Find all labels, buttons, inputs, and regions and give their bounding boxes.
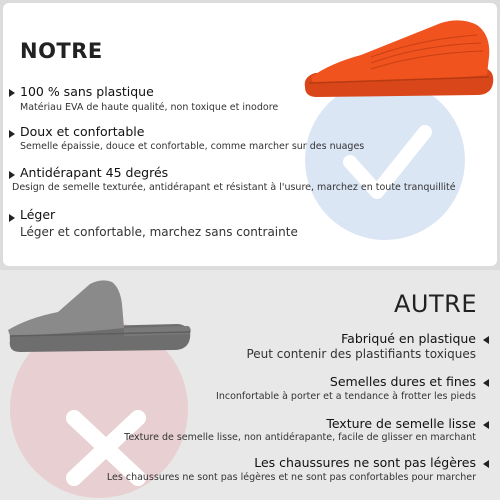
autre-item-desc: Texture de semelle lisse, non antidérapante, facile de glisser en marchant xyxy=(124,432,476,443)
check-circle xyxy=(305,80,465,240)
notre-heading: NOTRE xyxy=(20,39,103,63)
arrow-right-icon xyxy=(9,130,15,138)
arrow-left-icon xyxy=(483,379,489,387)
arrow-left-icon xyxy=(483,336,489,344)
orange-slipper-image xyxy=(301,17,496,99)
autre-item-desc: Les chaussures ne sont pas légères et ne sont pas confortables pour marcher xyxy=(106,472,476,483)
notre-panel xyxy=(3,3,497,266)
check-mark-icon xyxy=(305,80,465,240)
autre-item-title: Fabriqué en plastique xyxy=(341,331,476,346)
autre-item-title: Semelles dures et fines xyxy=(329,374,476,389)
autre-item-title: Les chaussures ne sont pas légères xyxy=(254,455,476,470)
notre-item-title: Léger xyxy=(20,207,56,222)
autre-item-title: Texture de semelle lisse xyxy=(326,416,476,431)
notre-item-desc: Semelle épaissie, douce et confortable, comme marcher sur des nuages xyxy=(20,141,365,152)
arrow-right-icon xyxy=(9,214,15,222)
autre-panel xyxy=(0,270,500,500)
arrow-right-icon xyxy=(9,171,15,179)
notre-item-title: Antidérapant 45 degrés xyxy=(20,165,169,180)
autre-item-desc: Peut contenir des plastifiants toxiques xyxy=(246,347,476,361)
gray-slipper-image xyxy=(6,278,192,356)
autre-heading: AUTRE xyxy=(394,290,477,318)
notre-item-title: 100 % sans plastique xyxy=(20,84,154,99)
notre-item-desc: Matériau EVA de haute qualité, non toxique et inodore xyxy=(20,102,279,113)
notre-item-title: Doux et confortable xyxy=(20,124,145,139)
arrow-right-icon xyxy=(9,89,15,97)
arrow-left-icon xyxy=(483,460,489,468)
autre-item-desc: Inconfortable à porter et a tendance à frotter les pieds xyxy=(216,391,476,402)
notre-item-desc: Design de semelle texturée, antidérapant et résistant à l'usure, marchez en toute tranquillité xyxy=(12,182,456,193)
arrow-left-icon xyxy=(483,421,489,429)
notre-item-desc: Léger et confortable, marchez sans contrainte xyxy=(20,225,298,239)
